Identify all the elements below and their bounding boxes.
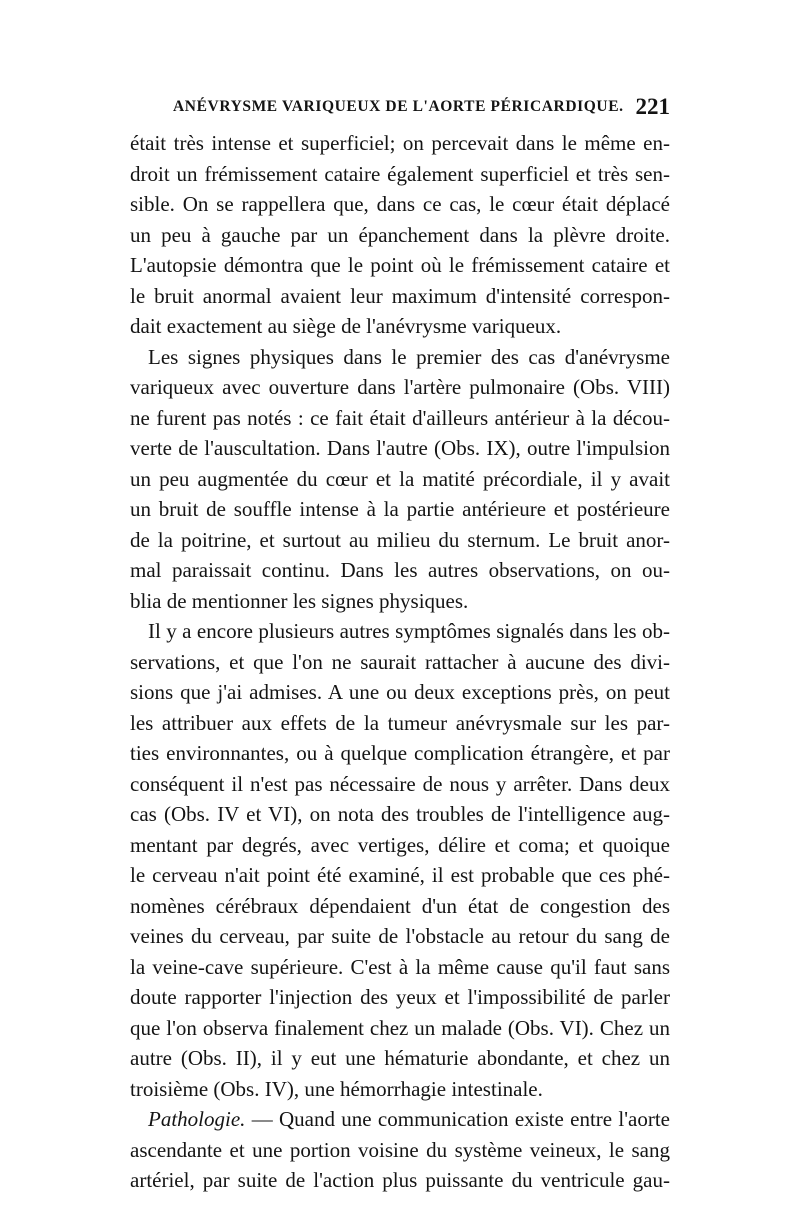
text-line: était très intense et superficiel; on percevait dans le même en- [130,131,670,155]
paragraph [130,1104,670,1196]
text-line: veines du cerveau, par suite de l'obstacle au retour du sang de [130,924,670,948]
text-line: mentant par degrés, avec vertiges, délire et coma; et quoique [130,832,670,857]
text-line: Il y a encore plusieurs autres symptômes signalés dans les ob- [148,619,670,643]
text-line: servations, et que l'on ne saurait rattacher à aucune des divi- [130,649,670,674]
text-line: un peu augmentée du cœur et la matité précordiale, il y avait [130,466,670,491]
text-line: conséquent il n'est pas nécessaire de nous y arrêter. Dans deux [130,771,670,796]
text-line: que l'on observa finalement chez un malade (Obs. VI). Chez un [130,1015,670,1040]
text-line: droit un frémissement cataire également superficiel et très sen- [130,161,670,186]
text-line: sions que j'ai admises. A une ou deux exceptions près, on peut [130,680,670,704]
text-line: nomènes cérébraux dépendaient d'un état de congestion des [130,893,670,918]
text-line: le cerveau n'ait point été examiné, il est probable que ces phé- [130,863,670,887]
text-line: Les signes physiques dans le premier des cas d'anévrysme [148,344,670,369]
text-line: ascendante et une portion voisine du système veineux, le sang [130,1137,670,1162]
text-run: — Quand une communication existe entre l'aorte [245,1107,670,1131]
text-line: doute rapporter l'injection des yeux et l'impossibilité de parler [130,985,670,1009]
text-line: ties environnantes, ou à quelque complication étrangère, et par [130,741,670,765]
paragraph [130,342,670,617]
running-head [131,94,670,124]
text-line: un peu à gauche par un épanchement dans la plèvre droite. [130,222,670,247]
text-line: mal paraissait continu. Dans les autres observations, on ou- [130,558,670,582]
text-line: L'autopsie démontra que le point où le frémissement cataire et [130,253,670,277]
text-line: le bruit anormal avaient leur maximum d'intensité correspon- [130,283,670,308]
text-line: sible. On se rappellera que, dans ce cas, le cœur était déplacé [130,192,670,216]
paragraph [130,616,670,1104]
text-line: la veine-cave supérieure. C'est à la même cause qu'il faut sans [130,954,670,979]
text-line: cas (Obs. IV et VI), on nota des troubles de l'intelligence aug- [130,802,670,826]
text-line: un bruit de souffle intense à la partie antérieure et postérieure [130,497,670,521]
text-line: les attribuer aux effets de la tumeur anévrysmale sur les par- [130,710,670,735]
text-line: de la poitrine, et surtout au milieu du sternum. Le bruit anor- [130,527,670,552]
text-line: artériel, par suite de l'action plus puissante du ventricule gau- [130,1168,670,1192]
text-line: variqueux avec ouverture dans l'artère pulmonaire (Obs. VIII) [130,375,670,399]
text-line: dait exactement au siège de l'anévrysme variqueux. [130,314,562,338]
running-title: ANÉVRYSME VARIQUEUX DE L'AORTE PÉRICARDIQUE. [173,98,624,115]
text-line: troisième (Obs. IV), une hémorrhagie intestinale. [130,1076,543,1101]
text-line [130,1104,670,1135]
page-number: 221 [635,94,670,119]
text-line: blia de mentionner les signes physiques. [130,588,469,613]
section-lead: Pathologie. [148,1107,246,1131]
text-line: autre (Obs. II), il y eut une hématurie abondante, et chez un [130,1046,670,1070]
paragraph [130,128,670,342]
text-line: ne furent pas notés : ce fait était d'ailleurs antérieur à la décou- [130,405,670,430]
text-body [130,128,670,1196]
text-line: verte de l'auscultation. Dans l'autre (Obs. IX), outre l'impulsion [130,436,670,460]
